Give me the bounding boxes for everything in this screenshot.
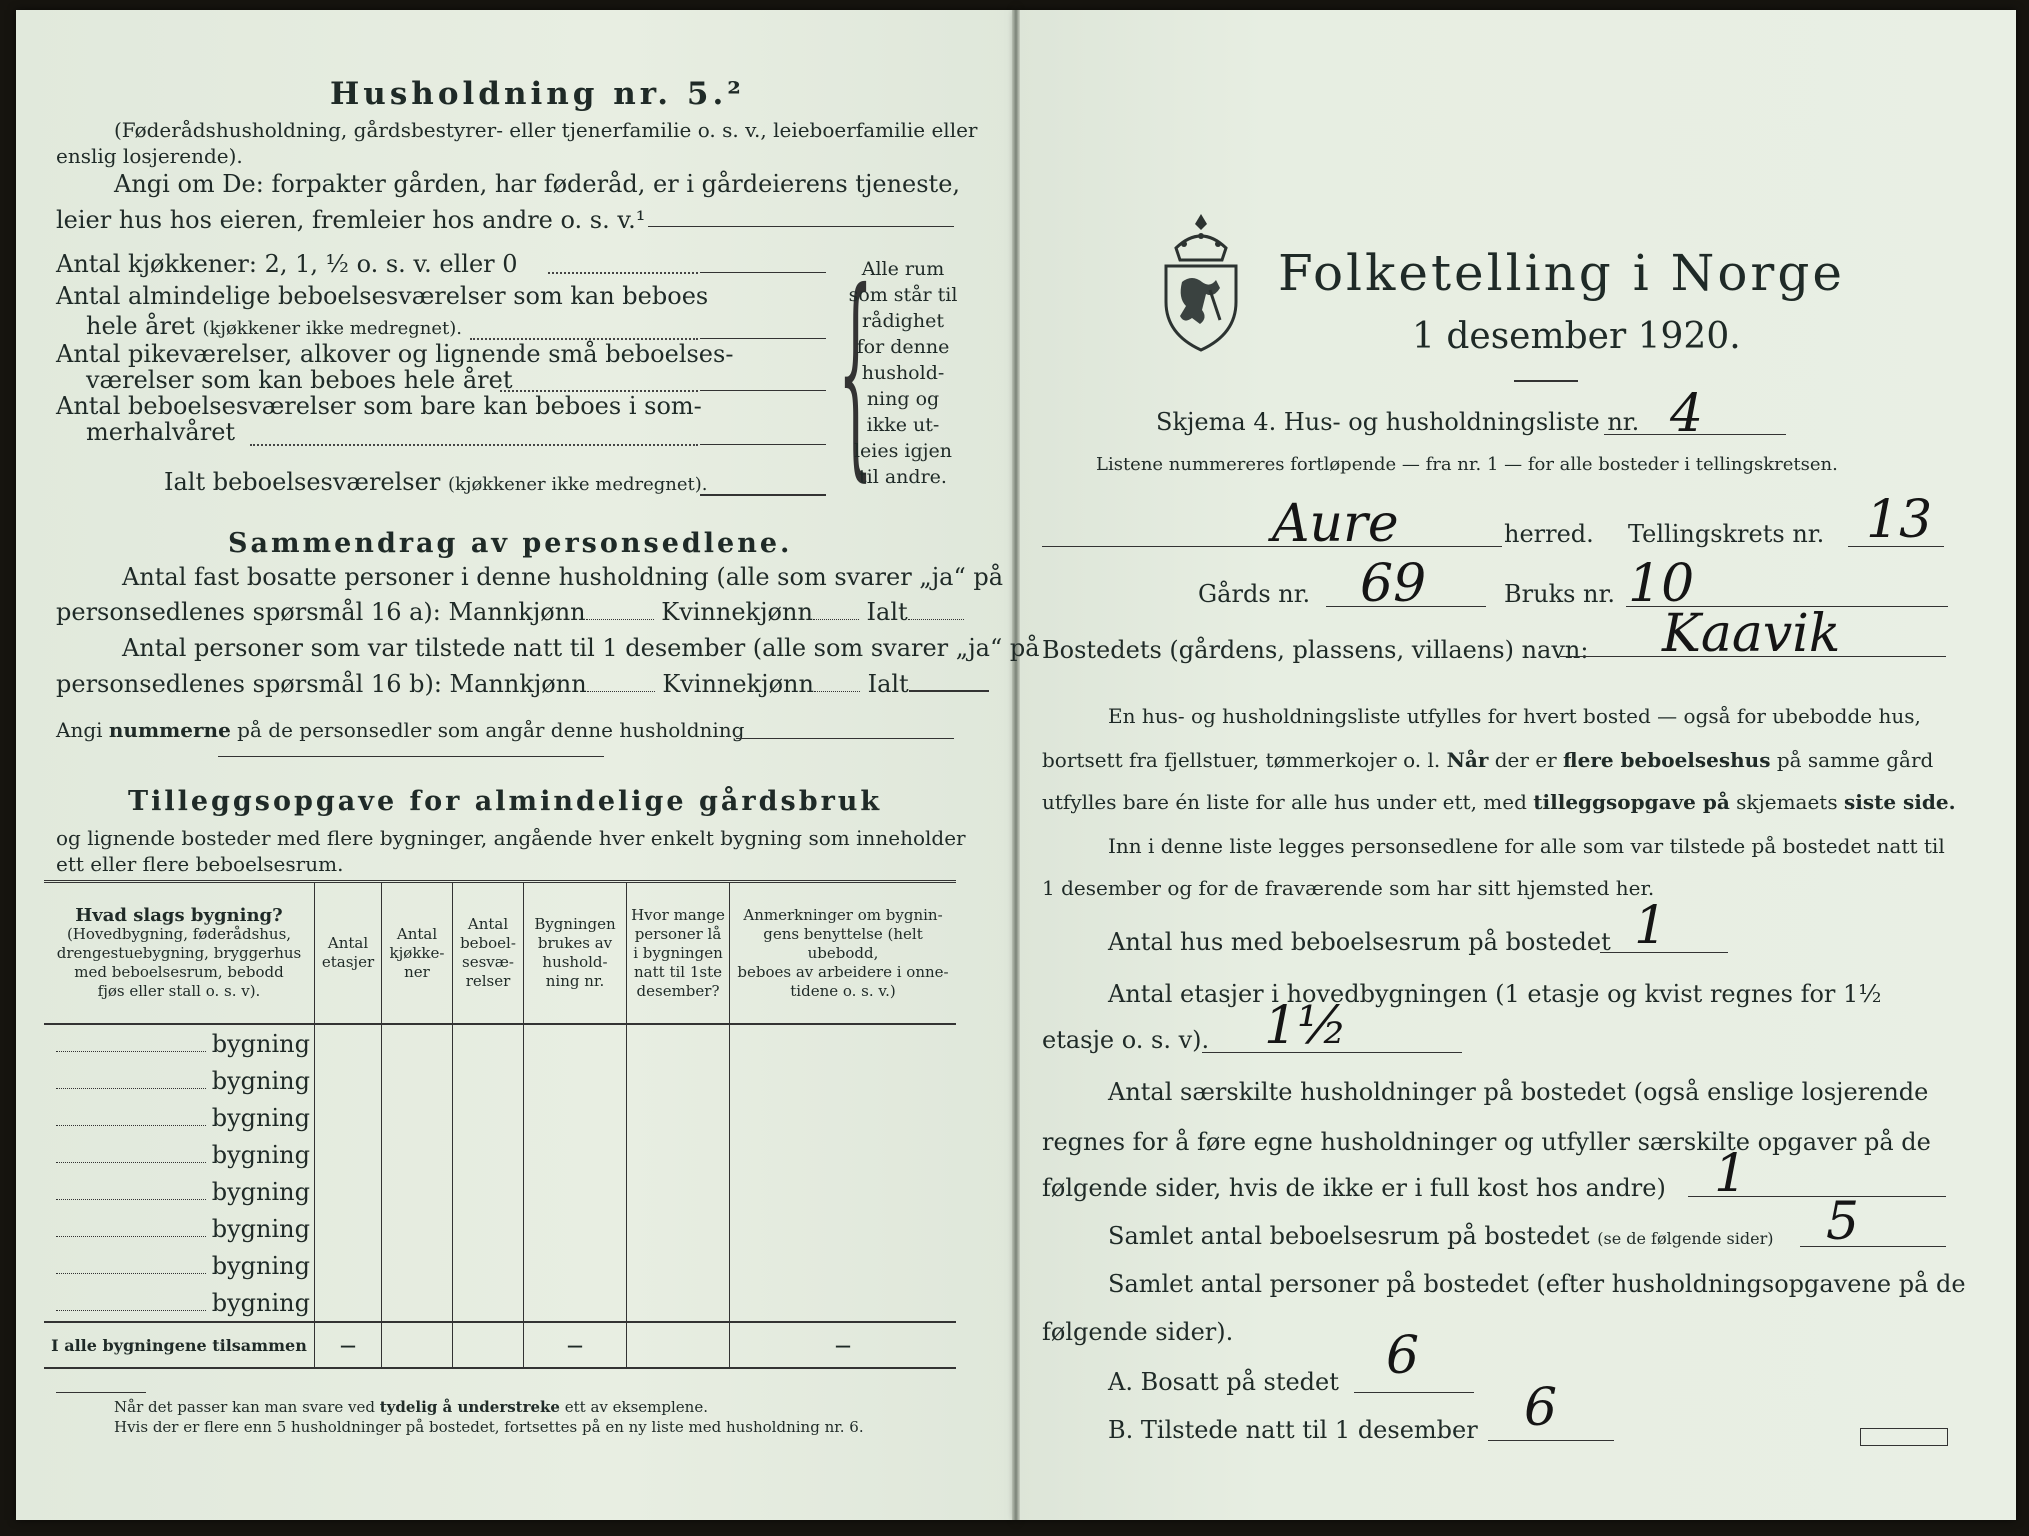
households-label-1: Antal særskilte husholdninger på bostedet (også enslige losjerende <box>1108 1078 1929 1106</box>
supplement-text-1: og lignende bosteder med flere bygninger, angående hver enkelt bygning som inneholder <box>56 826 966 850</box>
gards-label: Gårds nr. <box>1198 580 1311 608</box>
angi-bold: nummerne <box>108 718 231 742</box>
col-building-type-line: med beboelsesrum, bebodd <box>74 962 284 981</box>
houses-label: Antal hus med beboelsesrum på bostedet <box>1108 928 1611 956</box>
side-note-line: hushold- <box>861 362 945 384</box>
row-label-text: bygning <box>211 1103 310 1132</box>
printer-stamp-icon <box>1860 1428 1948 1446</box>
col-household-line: hushold- <box>542 953 608 971</box>
total-rooms-right-answer-line <box>1800 1246 1946 1247</box>
summer-rooms-label-1: Antal beboelsesværelser som bare kan beboes i som- <box>56 392 702 420</box>
household-question-1: Angi om De: forpakter gården, har føderåd, er i gårdeierens tjeneste, <box>114 170 961 198</box>
angi-post: på de personsedler som angår denne husholdning <box>230 718 745 742</box>
rooms-label-2-note: (kjøkkener ikke medregnet). <box>202 318 463 339</box>
resident-handwritten: 6 <box>1386 1326 1420 1386</box>
bruks-handwritten: 10 <box>1628 554 1695 614</box>
summary-mann-label-2: personsedlenes spørsmål 16 b): Mannkjønn <box>56 670 587 698</box>
summary-title: Sammendrag av personsedlene. <box>228 528 793 559</box>
household-subtitle-2: enslig losjerende). <box>56 144 243 168</box>
col-remarks-line: gens benyttelse (helt ubebodd, <box>763 924 923 962</box>
col-kitchens-line: Antal <box>396 924 438 943</box>
title-rule <box>1514 380 1578 382</box>
col-building-type-line: fjøs eller stall o. s. v). <box>97 981 261 1000</box>
side-note-line: som står til <box>848 284 958 306</box>
sum-floors: — <box>315 1322 382 1368</box>
total-rooms-right-main: Samlet antal beboelsesrum på bostedet <box>1108 1222 1590 1250</box>
summer-rooms-answer-line <box>700 444 826 445</box>
floors-label-2: etasje o. s. v). <box>1042 1026 1210 1054</box>
present-label: B. Tilstede natt til 1 desember <box>1108 1416 1478 1444</box>
row-label <box>44 1099 315 1136</box>
herred-handwritten: Aure <box>1272 494 1399 554</box>
col-remarks-line: tidene o. s. v.) <box>790 981 896 1000</box>
col-rooms-line: relser <box>465 972 511 990</box>
instruction-3-mid: skjemaets <box>1729 790 1844 814</box>
row-label <box>44 1247 315 1284</box>
footnote-1-bold: tydelig å understreke <box>379 1398 560 1416</box>
bruks-label: Bruks nr. <box>1504 580 1615 608</box>
households-label-3: følgende sider, hvis de ikke er i full kost hos andre) <box>1042 1174 1666 1202</box>
col-persons-line: desember? <box>636 981 720 1000</box>
summary-line-4 <box>56 670 989 698</box>
row-label <box>44 1210 315 1247</box>
instruction-2 <box>1042 748 1933 772</box>
row-label-text: bygning <box>211 1177 310 1206</box>
col-persons-line: Hvor mange <box>631 905 725 924</box>
total-rooms-right-note: (se de følgende sider) <box>1597 1229 1774 1248</box>
col-building-type-line: drengestuebygning, bryggerhus <box>56 943 302 962</box>
instruction-2-bold2: flere beboelseshus <box>1563 748 1771 772</box>
col-kitchens-line: kjøkke- <box>389 943 445 962</box>
rooms-label-2 <box>86 312 462 340</box>
row-label <box>44 1284 315 1322</box>
col-remarks-line: beboes av arbeidere i onne- <box>737 962 949 981</box>
footnote-rule <box>56 1392 146 1393</box>
resident-label: A. Bosatt på stedet <box>1108 1368 1339 1396</box>
side-note-line: ikke ut- <box>866 414 940 436</box>
table-row <box>44 1099 956 1136</box>
households-handwritten: 1 <box>1714 1144 1748 1204</box>
summary-line-2 <box>56 598 964 626</box>
household-title: Husholdning nr. 5.² <box>330 76 745 112</box>
col-persons-line: i bygningen <box>633 943 723 962</box>
table-header-row <box>44 882 956 1025</box>
row-label-text: bygning <box>211 1214 310 1243</box>
instruction-3-bold1: tilleggsopgave på <box>1533 790 1730 814</box>
instruction-3-pre: utfylles bare én liste for alle hus under ett, med <box>1042 790 1534 814</box>
rooms-answer-line <box>700 338 826 339</box>
col-kitchens <box>382 882 453 1025</box>
persons-label-2: følgende sider). <box>1042 1318 1234 1346</box>
col-remarks <box>730 882 957 1025</box>
sum-kitchens <box>382 1322 453 1368</box>
col-household-line: ning nr. <box>545 972 605 990</box>
col-floors <box>315 882 382 1025</box>
col-rooms-line: sesvæ- <box>462 953 514 971</box>
krets-handwritten: 13 <box>1866 490 1933 550</box>
instruction-3 <box>1042 790 1956 814</box>
instruction-1: En hus- og husholdningsliste utfylles for hvert bosted — også for ubebodde hus, <box>1108 704 1921 728</box>
side-note-line: for denne <box>856 336 950 358</box>
summary-line-3: Antal personer som var tilstede natt til 1 desember (alle som svarer „ja“ på <box>122 634 1040 662</box>
separator-rule <box>218 756 604 757</box>
supplement-text-2: ett eller flere beboelsesrum. <box>56 852 344 876</box>
households-label-2: regnes for å føre egne husholdninger og utfyller særskilte opgaver på de <box>1042 1128 1931 1156</box>
houses-handwritten: 1 <box>1634 896 1668 956</box>
present-handwritten: 6 <box>1524 1378 1558 1438</box>
col-household-no <box>524 882 627 1025</box>
rooms-label-2-main: hele året <box>86 312 195 340</box>
col-building-type-title: Hvad slags bygning? <box>75 904 283 926</box>
total-rooms-label <box>164 468 708 496</box>
rooms-label-1: Antal almindelige beboelsesværelser som kan beboes <box>56 282 709 310</box>
col-building-type-line: (Hovedbygning, føderådshus, <box>66 924 292 943</box>
col-building-type <box>44 882 315 1025</box>
row-label <box>44 1062 315 1099</box>
row-label-text: bygning <box>211 1251 310 1280</box>
summer-rooms-label-2: merhalvåret <box>86 418 236 446</box>
row-label-text: bygning <box>211 1140 310 1169</box>
col-rooms-line: Antal <box>467 915 509 933</box>
row-label <box>44 1173 315 1210</box>
summary-ialt-label-2: Ialt <box>867 670 909 698</box>
col-rooms-line: beboel- <box>460 934 516 952</box>
coat-of-arms-icon <box>1160 210 1242 352</box>
col-persons-line: personer lå <box>634 924 722 943</box>
brace-symbol: { <box>838 244 873 500</box>
instruction-2-mid: der er <box>1488 748 1564 772</box>
sum-label: I alle bygningene tilsammen <box>44 1322 315 1368</box>
table-row <box>44 1136 956 1173</box>
summary-kvinne-label: Kvinnekjønn <box>661 598 813 626</box>
col-persons <box>627 882 730 1025</box>
footnote-2: Hvis der er flere enn 5 husholdninger på bostedet, fortsettes på en ny liste med husholdning nr. 6. <box>114 1418 864 1436</box>
col-remarks-line: Anmerkninger om bygnin- <box>743 905 943 924</box>
schema-number-handwritten: 4 <box>1670 384 1704 444</box>
small-rooms-answer-line <box>700 390 826 391</box>
side-note-line: leies igjen <box>853 440 953 462</box>
col-household-line: Bygningen <box>534 915 616 933</box>
table-row <box>44 1210 956 1247</box>
census-date: 1 desember 1920. <box>1412 316 1741 357</box>
summary-ialt-label: Ialt <box>866 598 908 626</box>
col-kitchens-line: ner <box>404 962 430 981</box>
schema-label: Skjema 4. Hus- og husholdningsliste nr. <box>1156 408 1640 436</box>
side-note-line: ning og <box>866 388 940 410</box>
sum-remarks: — <box>730 1322 957 1368</box>
summary-mann-label: personsedlenes spørsmål 16 a): Mannkjønn <box>56 598 586 626</box>
instruction-2-post: på samme gård <box>1770 748 1934 772</box>
table-row <box>44 1024 956 1062</box>
side-note <box>848 256 958 490</box>
kitchens-label: Antal kjøkkener: 2, 1, ½ o. s. v. eller 0 <box>56 250 518 278</box>
total-rooms-main: Ialt beboelsesværelser <box>164 468 441 496</box>
gards-handwritten: 69 <box>1360 554 1427 614</box>
table-sum-row <box>44 1322 956 1368</box>
census-title: Folketelling i Norge <box>1278 244 1845 302</box>
col-persons-line: natt til 1ste <box>634 962 722 981</box>
side-note-line: til andre. <box>859 466 947 488</box>
angi-pre: Angi <box>56 718 109 742</box>
table-row <box>44 1173 956 1210</box>
sum-persons <box>627 1322 730 1368</box>
total-rooms-note: (kjøkkener ikke medregnet). <box>447 474 708 495</box>
krets-label: Tellingskrets nr. <box>1628 520 1825 548</box>
angi-answer-line <box>736 738 954 739</box>
col-rooms <box>453 882 524 1025</box>
kitchens-answer-line <box>700 272 826 273</box>
total-rooms-answer-line <box>700 494 826 496</box>
footnote-1-pre: Når det passer kan man svare ved <box>114 1398 380 1416</box>
herred-label: herred. <box>1504 520 1594 548</box>
supplement-title: Tilleggsopgave for almindelige gårdsbruk <box>128 786 883 817</box>
total-rooms-right-handwritten: 5 <box>1826 1192 1860 1252</box>
col-floors-line: etasjer <box>321 953 375 971</box>
col-household-line: brukes av <box>537 934 613 952</box>
summary-line-1: Antal fast bosatte personer i denne husholdning (alle som svarer „ja“ på <box>122 563 1004 591</box>
table-row <box>44 1062 956 1099</box>
angi-line <box>56 718 744 742</box>
sum-rooms <box>453 1322 524 1368</box>
small-rooms-label-2: værelser som kan beboes hele året <box>86 366 513 394</box>
total-rooms-right-label <box>1108 1222 1773 1250</box>
instruction-2-pre: bortsett fra fjellstuer, tømmerkojer o. l. <box>1042 748 1447 772</box>
sum-household: — <box>524 1322 627 1368</box>
side-note-line: Alle rum <box>861 258 945 280</box>
resident-answer-line <box>1354 1392 1474 1393</box>
row-label-text: bygning <box>211 1029 310 1058</box>
col-floors-line: Antal <box>327 934 369 952</box>
row-label-text: bygning <box>211 1288 310 1317</box>
table-row <box>44 1247 956 1284</box>
building-table <box>44 880 956 1369</box>
persons-label-1: Samlet antal personer på bostedet (efter husholdningsopgavene på de <box>1108 1270 1966 1298</box>
instruction-2-bold1: Når <box>1446 748 1489 772</box>
footnote-1-post: ett av eksemplene. <box>559 1398 708 1416</box>
floors-label-1: Antal etasjer i hovedbygningen (1 etasje og kvist regnes for 1½ <box>1108 980 1882 1008</box>
bosted-label: Bostedets (gårdens, plassens, villaens) navn: <box>1042 636 1589 664</box>
small-rooms-label-1: Antal pikeværelser, alkover og lignende små beboelses- <box>56 340 734 368</box>
summary-kvinne-label-2: Kvinnekjønn <box>662 670 814 698</box>
household-question-2: leier hus hos eieren, fremleier hos andre o. s. v.¹ <box>56 206 646 234</box>
row-label-text: bygning <box>211 1066 310 1095</box>
answer-line <box>648 226 954 227</box>
present-answer-line <box>1488 1440 1614 1441</box>
footnote-1 <box>114 1398 708 1416</box>
page-fold <box>1012 10 1020 1520</box>
side-note-line: rådighet <box>862 310 944 332</box>
bosted-handwritten: Kaavik <box>1662 604 1841 664</box>
household-subtitle-1: (Føderådshusholdning, gårdsbestyrer- eller tjenerfamilie o. s. v., leieboerfamilie eller <box>114 118 978 142</box>
summer-rooms-leader <box>250 444 698 446</box>
instruction-5: 1 desember og for de fraværende som har sitt hjemsted her. <box>1042 876 1655 900</box>
kitchens-leader <box>548 272 698 274</box>
table-row <box>44 1284 956 1322</box>
instruction-4: Inn i denne liste legges personsedlene for alle som var tilstede på bostedet natt til <box>1108 834 1945 858</box>
row-label <box>44 1024 315 1062</box>
row-label <box>44 1136 315 1173</box>
floors-handwritten: 1½ <box>1264 996 1348 1056</box>
instruction-3-bold2: siste side. <box>1843 790 1956 814</box>
numbering-note: Listene nummereres fortløpende — fra nr. 1 — for alle bosteder i tellingskretsen. <box>1096 454 1838 475</box>
